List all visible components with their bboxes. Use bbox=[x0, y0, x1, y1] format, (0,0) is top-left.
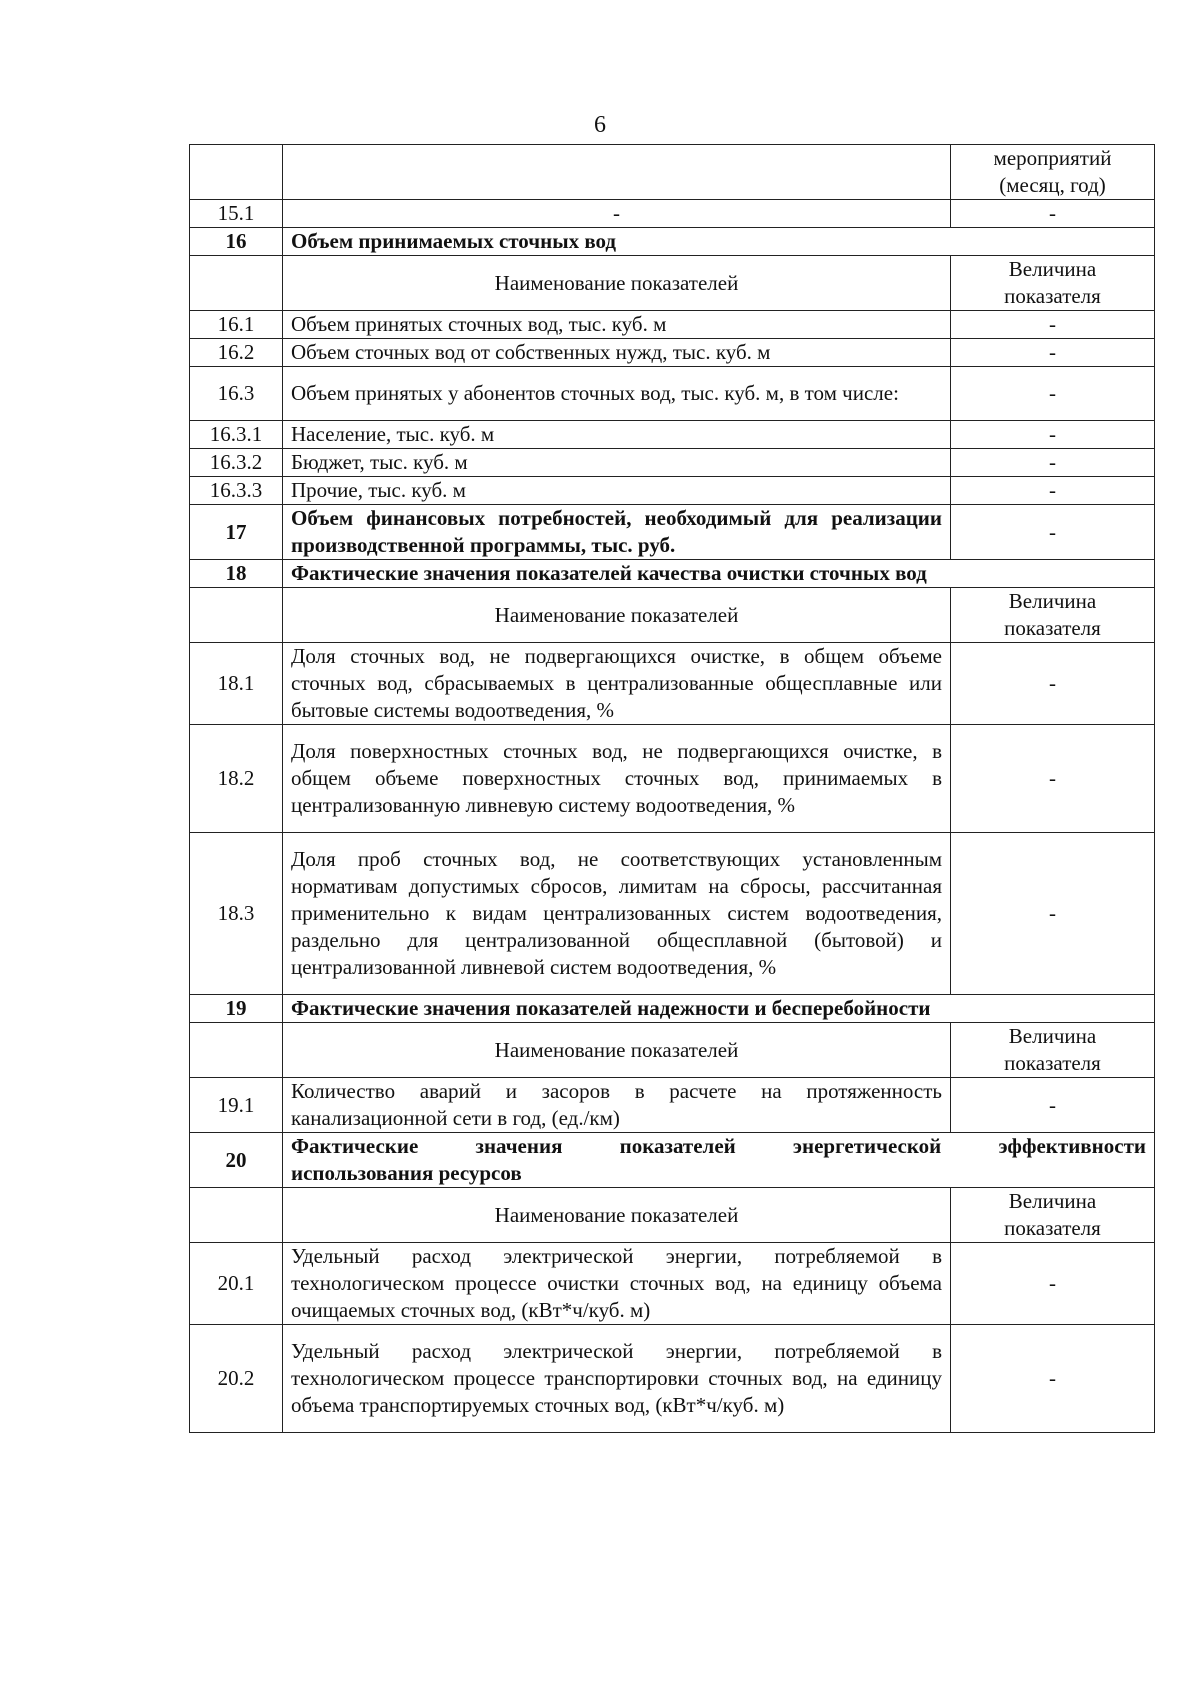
subheader-value bbox=[951, 256, 1155, 311]
table-row bbox=[190, 449, 1155, 477]
indicators-table bbox=[189, 144, 1155, 1433]
row-text: Объем сточных вод от собственных нужд, тыс. куб. м bbox=[283, 339, 951, 367]
subheader-value-line2: показателя bbox=[1004, 284, 1101, 308]
table-row bbox=[190, 725, 1155, 833]
table-row bbox=[190, 339, 1155, 367]
section-number: 19 bbox=[190, 995, 283, 1023]
section-title-line1: Фактические значения показателей энергетической эффективности bbox=[291, 1134, 1146, 1158]
subheader-name: Наименование показателей bbox=[283, 1188, 951, 1243]
table-row bbox=[190, 833, 1155, 995]
subheader-row bbox=[190, 1188, 1155, 1243]
header-cell-deadline bbox=[951, 145, 1155, 200]
table-row bbox=[190, 421, 1155, 449]
row-number: 16.3.3 bbox=[190, 477, 283, 505]
cell-empty bbox=[190, 256, 283, 311]
row-number: 16.3 bbox=[190, 367, 283, 421]
subheader-value bbox=[951, 588, 1155, 643]
section-row bbox=[190, 560, 1155, 588]
row-text: Доля сточных вод, не подвергающихся очистке, в общем объеме сточных вод, сбрасываемых в централизованные общесплавные или бытовые системы водоотведения, % bbox=[283, 643, 951, 725]
subheader-name: Наименование показателей bbox=[283, 588, 951, 643]
row-value: - bbox=[951, 421, 1155, 449]
section-number: 20 bbox=[190, 1133, 283, 1188]
row-value: - bbox=[951, 311, 1155, 339]
subheader-value-line1: Величина bbox=[1008, 1189, 1097, 1213]
section-number: 17 bbox=[190, 505, 283, 560]
section-title: Объем принимаемых сточных вод bbox=[283, 228, 1155, 256]
section-row bbox=[190, 995, 1155, 1023]
row-value: - bbox=[951, 1243, 1155, 1325]
row-value: - bbox=[951, 1078, 1155, 1133]
section-row bbox=[190, 1133, 1155, 1188]
section-row bbox=[190, 505, 1155, 560]
subheader-row bbox=[190, 256, 1155, 311]
row-value: - bbox=[951, 339, 1155, 367]
row-text: Удельный расход электрической энергии, потребляемой в технологическом процессе транспортировки сточных вод, на единицу объема транспортируемых сточных вод, (кВт*ч/куб. м) bbox=[283, 1325, 951, 1433]
row-number: 16.1 bbox=[190, 311, 283, 339]
header-deadline-line2: (месяц, год) bbox=[999, 173, 1106, 197]
section-row bbox=[190, 228, 1155, 256]
section-title bbox=[283, 1133, 1155, 1188]
row-number: 16.3.1 bbox=[190, 421, 283, 449]
subheader-row bbox=[190, 1023, 1155, 1078]
row-text: Население, тыс. куб. м bbox=[283, 421, 951, 449]
cell-empty bbox=[190, 1023, 283, 1078]
cell-empty bbox=[190, 588, 283, 643]
row-text: Объем принятых сточных вод, тыс. куб. м bbox=[283, 311, 951, 339]
row-number: 16.2 bbox=[190, 339, 283, 367]
row-value: - bbox=[951, 200, 1155, 228]
section-number: 18 bbox=[190, 560, 283, 588]
row-text: Количество аварий и засоров в расчете на протяженность канализационной сети в год, (ед./км) bbox=[283, 1078, 951, 1133]
subheader-value-line1: Величина bbox=[1008, 1024, 1097, 1048]
row-number: 20.1 bbox=[190, 1243, 283, 1325]
subheader-value bbox=[951, 1023, 1155, 1078]
subheader-name: Наименование показателей bbox=[283, 256, 951, 311]
table-row bbox=[190, 367, 1155, 421]
row-text: - bbox=[283, 200, 951, 228]
table-row bbox=[190, 1078, 1155, 1133]
row-number: 19.1 bbox=[190, 1078, 283, 1133]
section-title: Фактические значения показателей качества очистки сточных вод bbox=[283, 560, 1155, 588]
row-value: - bbox=[951, 725, 1155, 833]
table-row bbox=[190, 200, 1155, 228]
cell-empty bbox=[190, 145, 283, 200]
row-text: Доля проб сточных вод, не соответствующих установленным нормативам допустимых сбросов, лимитам на сбросы, рассчитанная применительно к видам централизованных систем водоотведения, раздельно для централизованной общесплавной (бытовой) и централизованной ливневой систем водоотведения, % bbox=[283, 833, 951, 995]
row-text: Прочие, тыс. куб. м bbox=[283, 477, 951, 505]
row-value: - bbox=[951, 449, 1155, 477]
row-value: - bbox=[951, 477, 1155, 505]
table-row bbox=[190, 145, 1155, 200]
section-title: Фактические значения показателей надежности и бесперебойности bbox=[283, 995, 1155, 1023]
cell-empty bbox=[190, 1188, 283, 1243]
table-row bbox=[190, 1325, 1155, 1433]
subheader-value-line2: показателя bbox=[1004, 616, 1101, 640]
table-row bbox=[190, 643, 1155, 725]
subheader-value-line1: Величина bbox=[1008, 589, 1097, 613]
row-number: 16.3.2 bbox=[190, 449, 283, 477]
section-value: - bbox=[951, 505, 1155, 560]
subheader-value bbox=[951, 1188, 1155, 1243]
subheader-value-line1: Величина bbox=[1008, 257, 1097, 281]
row-text: Бюджет, тыс. куб. м bbox=[283, 449, 951, 477]
section-title-line2: использования ресурсов bbox=[291, 1161, 522, 1185]
row-value: - bbox=[951, 367, 1155, 421]
row-number: 18.1 bbox=[190, 643, 283, 725]
row-number: 18.2 bbox=[190, 725, 283, 833]
page-number: 6 bbox=[594, 112, 606, 138]
table-row bbox=[190, 1243, 1155, 1325]
row-text: Удельный расход электрической энергии, потребляемой в технологическом процессе очистки сточных вод, на единицу объема очищаемых сточных вод, (кВт*ч/куб. м) bbox=[283, 1243, 951, 1325]
subheader-value-line2: показателя bbox=[1004, 1051, 1101, 1075]
row-number: 18.3 bbox=[190, 833, 283, 995]
subheader-row bbox=[190, 588, 1155, 643]
subheader-name: Наименование показателей bbox=[283, 1023, 951, 1078]
row-text: Объем принятых у абонентов сточных вод, тыс. куб. м, в том числе: bbox=[283, 367, 951, 421]
row-number: 15.1 bbox=[190, 200, 283, 228]
cell-empty bbox=[283, 145, 951, 200]
row-value: - bbox=[951, 833, 1155, 995]
section-number: 16 bbox=[190, 228, 283, 256]
row-value: - bbox=[951, 1325, 1155, 1433]
row-value: - bbox=[951, 643, 1155, 725]
table-row bbox=[190, 311, 1155, 339]
row-number: 20.2 bbox=[190, 1325, 283, 1433]
section-title: Объем финансовых потребностей, необходимый для реализации производственной программы, тыс. руб. bbox=[283, 505, 951, 560]
subheader-value-line2: показателя bbox=[1004, 1216, 1101, 1240]
row-text: Доля поверхностных сточных вод, не подвергающихся очистке, в общем объеме поверхностных сточных вод, принимаемых в централизованную ливневую систему водоотведения, % bbox=[283, 725, 951, 833]
header-deadline-line1: мероприятий bbox=[993, 146, 1112, 170]
table-row bbox=[190, 477, 1155, 505]
